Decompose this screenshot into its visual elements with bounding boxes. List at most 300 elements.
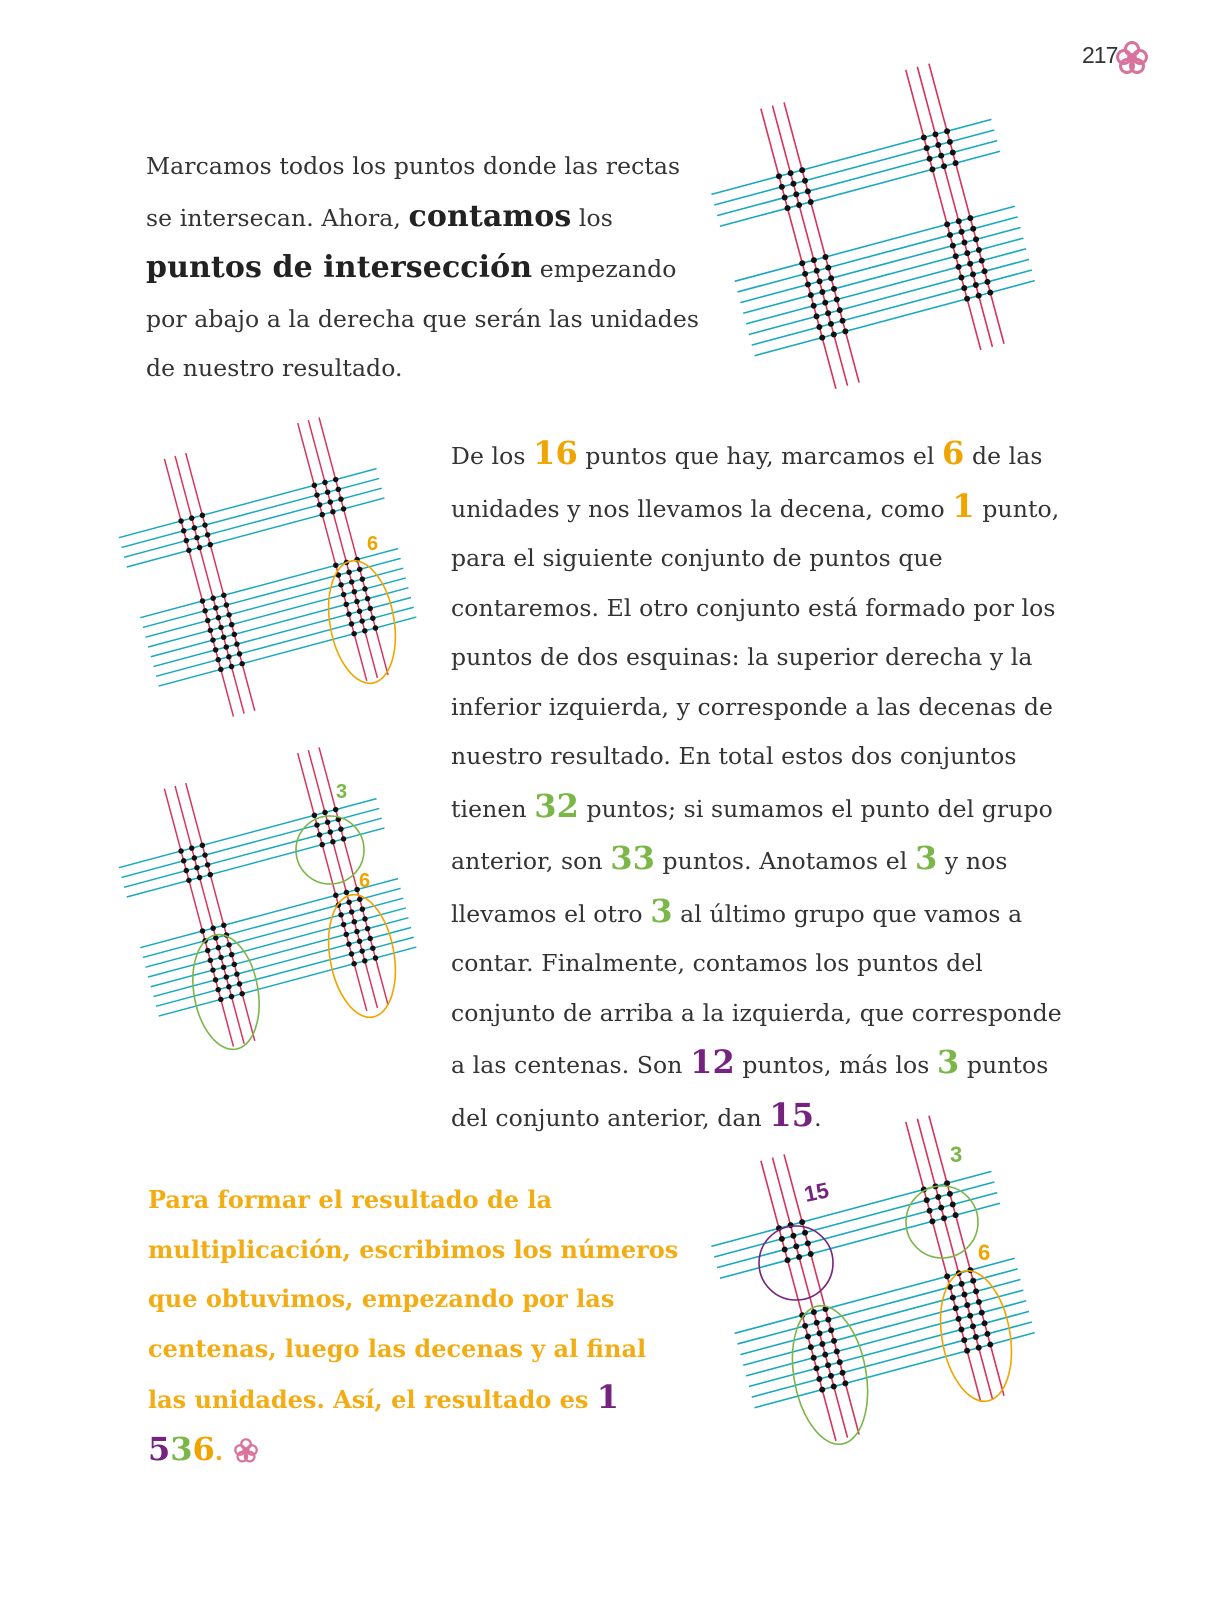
intersection-dot xyxy=(213,977,219,983)
intersection-dot xyxy=(964,296,970,302)
intersection-dot xyxy=(367,606,373,612)
intersection-dot xyxy=(776,173,782,179)
intersection-dot xyxy=(354,599,360,605)
intersection-dot xyxy=(950,1202,956,1208)
red-line xyxy=(929,64,1004,344)
intersection-dot xyxy=(322,810,328,816)
line-multiplication-diagram-4 xyxy=(720,1140,1060,1480)
intersection-dot xyxy=(362,958,368,964)
intersection-dot xyxy=(197,545,203,551)
intersection-dot xyxy=(834,1349,840,1355)
intersection-dot xyxy=(221,593,227,599)
intersection-dot xyxy=(944,128,950,134)
red-line xyxy=(186,453,255,711)
red-line xyxy=(917,67,992,347)
red-line xyxy=(906,70,981,350)
intersection-dot xyxy=(828,275,834,281)
intersection-dot xyxy=(218,955,224,961)
tens-label: 3 xyxy=(950,1142,963,1167)
line-multiplication-diagram-2 xyxy=(130,450,420,750)
intersection-dot xyxy=(218,667,224,673)
intersection-dot xyxy=(330,839,336,845)
intersection-dot xyxy=(950,1295,956,1301)
intersection-dot xyxy=(205,618,211,624)
intersection-dot xyxy=(819,1387,825,1393)
intersection-dot xyxy=(181,858,187,864)
intersection-dot xyxy=(799,260,805,266)
intersection-dot xyxy=(197,875,203,881)
intersection-dot xyxy=(956,264,962,270)
intersection-dot xyxy=(927,1208,933,1214)
intersection-dot xyxy=(232,632,238,638)
intersection-dot xyxy=(970,271,976,277)
intersection-dot xyxy=(189,515,195,521)
intersection-dot xyxy=(314,822,320,828)
intersection-dot xyxy=(973,282,979,288)
intersection-dot xyxy=(819,1341,825,1347)
intersection-dot xyxy=(322,480,328,486)
intersection-dot xyxy=(808,1251,814,1257)
intersection-dot xyxy=(370,945,376,951)
intersection-dot xyxy=(216,945,222,951)
red-line xyxy=(298,423,367,681)
intersection-dot xyxy=(961,1337,967,1343)
red-line xyxy=(175,456,244,714)
intersection-dot xyxy=(793,191,799,197)
intersection-dot xyxy=(215,987,221,993)
intersection-dot xyxy=(360,906,366,912)
intersection-dot xyxy=(822,254,828,260)
intersection-dot xyxy=(984,1331,990,1337)
intersection-dot xyxy=(338,826,344,832)
intersection-dot xyxy=(224,602,230,608)
grid-lines xyxy=(711,1116,1034,1441)
line-multiplication-diagram-3 xyxy=(130,780,420,1080)
result-hundreds-digits: 1 5 xyxy=(148,1378,620,1468)
intersection-dot xyxy=(218,625,224,631)
number-1: 1 xyxy=(952,486,975,525)
intersection-dot xyxy=(819,335,825,341)
intersection-dot xyxy=(367,936,373,942)
intersection-dot xyxy=(229,664,235,670)
red-line xyxy=(784,102,859,382)
units-label: 6 xyxy=(367,533,379,555)
intersection-dot xyxy=(194,865,200,871)
intersection-dot xyxy=(796,1254,802,1260)
explanation-text: punto, para el siguiente conjunto de puntos que contaremos. El otro conjunto está formado por los puntos de dos esquinas: la superior derecha y la inferior izquierda, y corresponde a las decenas de nuestro resultado. En total estos dos conjuntos tienen xyxy=(451,494,1060,823)
intersection-dot xyxy=(210,925,216,931)
intersection-dot xyxy=(370,615,376,621)
intersection-dot xyxy=(831,331,837,337)
explanation-text: al último grupo que vamos a contar. Finalmente, contamos los puntos del conjunto de arriba a la izquierda, que corresponde a las centenas. Son xyxy=(451,899,1062,1079)
intro-bold-points: puntos de intersección xyxy=(146,250,533,285)
intersection-dot xyxy=(790,1233,796,1239)
intersection-dot xyxy=(351,961,357,967)
intersection-dot xyxy=(205,532,211,538)
units-label: 6 xyxy=(978,1240,991,1265)
intersection-dot xyxy=(958,1327,964,1333)
intersection-dot xyxy=(970,1323,976,1329)
intersection-dot xyxy=(202,608,208,614)
intersection-dot xyxy=(808,1344,814,1350)
intersection-dot xyxy=(344,890,350,896)
intersection-dot xyxy=(953,253,959,259)
intersection-dot xyxy=(811,303,817,309)
number-12: 12 xyxy=(690,1043,735,1081)
intersection-dot xyxy=(213,605,219,611)
intersection-dot xyxy=(346,611,352,617)
red-line xyxy=(319,747,388,1005)
intersection-dot xyxy=(956,1316,962,1322)
intersection-dot xyxy=(239,991,245,997)
intersection-dot xyxy=(961,1292,967,1298)
red-line xyxy=(772,106,847,386)
intersection-dot xyxy=(352,919,358,925)
flower-icon xyxy=(1113,38,1151,76)
intersection-dot xyxy=(973,1288,979,1294)
explanation-text: puntos que hay, marcamos el xyxy=(577,442,943,470)
intersection-dot xyxy=(831,1338,837,1344)
intersection-dot xyxy=(953,1212,959,1218)
intersection-dot xyxy=(825,265,831,271)
intersection-dot xyxy=(837,1359,843,1365)
intersection-dot xyxy=(210,637,216,643)
intersection-dot xyxy=(336,487,342,493)
intersection-dot xyxy=(216,615,222,621)
intersection-dot xyxy=(338,582,344,588)
intersection-dot xyxy=(317,832,323,838)
intersection-dot xyxy=(947,232,953,238)
intersection-dot xyxy=(828,1373,834,1379)
intersection-dot xyxy=(811,1355,817,1361)
intersection-dot xyxy=(229,622,235,628)
intersection-dot xyxy=(840,318,846,324)
intersection-dot xyxy=(814,313,820,319)
intersection-dot xyxy=(328,829,334,835)
intersection-dot xyxy=(221,634,227,640)
intersection-dot xyxy=(802,1230,808,1236)
number-3: 3 xyxy=(914,839,938,877)
intersection-dot xyxy=(976,293,982,299)
intersection-dot xyxy=(982,1320,988,1326)
intersection-dot xyxy=(961,285,967,291)
intersection-dot xyxy=(814,1320,820,1326)
intersection-dot xyxy=(344,932,350,938)
intersection-dot xyxy=(341,506,347,512)
intersection-dot xyxy=(349,951,355,957)
intersection-dot xyxy=(346,569,352,575)
intersection-dot xyxy=(202,852,208,858)
intersection-dot xyxy=(929,1218,935,1224)
intersection-dot xyxy=(215,657,221,663)
intersection-dot xyxy=(330,509,336,515)
intersection-dot xyxy=(224,974,230,980)
intersection-dot xyxy=(828,1327,834,1333)
result-tens-digit: 3 xyxy=(170,1429,193,1468)
intersection-dot xyxy=(226,654,232,660)
red-line xyxy=(164,789,233,1047)
intersection-dot xyxy=(831,1383,837,1389)
red-line xyxy=(164,459,233,717)
intersection-dot xyxy=(346,899,352,905)
intersection-dot xyxy=(341,592,347,598)
intersection-dot xyxy=(325,819,331,825)
number-33: 33 xyxy=(610,839,655,877)
number-15: 15 xyxy=(769,1095,815,1134)
red-line xyxy=(929,1116,1004,1396)
intersection-dot xyxy=(239,661,245,667)
intersection-dot xyxy=(970,1278,976,1284)
intersection-dot xyxy=(956,218,962,224)
explanation-text: puntos. Anotamos el xyxy=(654,847,915,875)
explanation-text: puntos del conjunto anterior, dan xyxy=(451,1051,1049,1132)
intersection-dot xyxy=(341,836,347,842)
intersection-dot xyxy=(221,923,227,929)
intersection-dot xyxy=(328,499,334,505)
intersection-dot xyxy=(935,1194,941,1200)
explanation-text: y nos llevamos el otro xyxy=(451,847,1008,928)
intersection-dot xyxy=(186,548,192,554)
intersection-dot xyxy=(842,1380,848,1386)
intersection-dot xyxy=(805,188,811,194)
intersection-dot xyxy=(351,631,357,637)
intersection-dot xyxy=(819,289,825,295)
explanation-paragraph xyxy=(451,429,1076,1143)
intersection-dot xyxy=(817,1330,823,1336)
intersection-dot xyxy=(837,307,843,313)
conclusion-text: Para formar el resultado de la multiplicación, escribimos los números que obtuvimos, empezando por las centenas, luego las decenas y al final las unidades. Así, el resultado es xyxy=(148,1185,679,1414)
intersection-dot xyxy=(924,1197,930,1203)
intersection-dot xyxy=(359,948,365,954)
intersection-dot xyxy=(825,1362,831,1368)
intersection-dot xyxy=(964,1302,970,1308)
red-line xyxy=(761,109,836,389)
intersection-dot xyxy=(793,1243,799,1249)
grid-lines xyxy=(119,747,416,1046)
intersection-dot xyxy=(186,878,192,884)
intersection-dot xyxy=(359,618,365,624)
intersection-dot xyxy=(333,893,339,899)
intersection-dot xyxy=(805,1240,811,1246)
intersection-dot xyxy=(178,518,184,524)
intersection-dot xyxy=(229,952,235,958)
intersection-dot xyxy=(178,848,184,854)
intersection-dot xyxy=(976,1299,982,1305)
intersection-dot xyxy=(799,1219,805,1225)
intersection-dot xyxy=(344,602,350,608)
intersection-dot xyxy=(802,1323,808,1329)
intersection-dot xyxy=(816,1376,822,1382)
intersection-dot xyxy=(189,845,195,851)
intersection-dot xyxy=(237,981,243,987)
intersection-dot xyxy=(932,131,938,137)
intersection-dot xyxy=(802,178,808,184)
number-16: 16 xyxy=(533,434,578,472)
intersection-dot xyxy=(365,926,371,932)
intersection-dot xyxy=(373,625,379,631)
intersection-dot xyxy=(365,596,371,602)
intersection-dot xyxy=(349,579,355,585)
intersection-dot xyxy=(973,1334,979,1340)
intersection-dot xyxy=(979,258,985,264)
intersection-dot xyxy=(950,243,956,249)
intersection-dot xyxy=(817,278,823,284)
intersection-dot xyxy=(194,535,200,541)
intersection-dot xyxy=(808,199,814,205)
explanation-text: de las unidades y nos llevamos la decena, como xyxy=(451,442,1043,523)
intersection-dot xyxy=(984,279,990,285)
intersection-dot xyxy=(333,807,339,813)
intersection-dot xyxy=(811,1309,817,1315)
intersection-dot xyxy=(944,221,950,227)
intersection-dot xyxy=(964,250,970,256)
line-multiplication-diagram-1 xyxy=(720,108,1060,428)
intersection-dot xyxy=(224,644,230,650)
number-6: 6 xyxy=(942,434,965,472)
intersection-dot xyxy=(213,647,219,653)
intersection-dot xyxy=(811,257,817,263)
intersection-dot xyxy=(921,134,927,140)
intersection-dot xyxy=(822,1352,828,1358)
intersection-dot xyxy=(357,609,363,615)
intersection-dot xyxy=(357,897,363,903)
intersection-dot xyxy=(831,286,837,292)
intersection-dot xyxy=(319,512,325,518)
intersection-dot xyxy=(808,292,814,298)
intersection-dot xyxy=(929,166,935,172)
intersection-dot xyxy=(184,538,190,544)
intersection-dot xyxy=(947,139,953,145)
intersection-dot xyxy=(349,621,355,627)
intersection-dot xyxy=(229,994,235,1000)
intersection-dot xyxy=(814,268,820,274)
intersection-dot xyxy=(207,872,213,878)
intersection-dot xyxy=(218,997,224,1003)
intersection-dot xyxy=(333,477,339,483)
intersection-dot xyxy=(207,542,213,548)
intersection-dot xyxy=(360,576,366,582)
result-units-digit: 6 xyxy=(192,1429,215,1468)
intersection-dot xyxy=(959,1281,965,1287)
intersection-dot xyxy=(333,563,339,569)
intersection-dot xyxy=(950,150,956,156)
intersection-dot xyxy=(782,195,788,201)
intersection-dot xyxy=(221,964,227,970)
intersection-dot xyxy=(924,145,930,151)
intersection-dot xyxy=(973,236,979,242)
units-label: 6 xyxy=(359,870,371,892)
intersection-dot xyxy=(788,170,794,176)
intersection-dot xyxy=(842,328,848,334)
intersection-dot xyxy=(200,598,206,604)
intersection-dot xyxy=(338,912,344,918)
intersection-dot xyxy=(964,1348,970,1354)
intersection-dot xyxy=(941,163,947,169)
grid-lines xyxy=(711,64,1034,389)
intersection-dot xyxy=(352,589,358,595)
tens-label: 3 xyxy=(336,781,348,803)
intersection-dot xyxy=(192,525,198,531)
intersection-dot xyxy=(319,842,325,848)
intersection-dot xyxy=(790,181,796,187)
intersection-dot xyxy=(779,184,785,190)
intersection-dot xyxy=(938,153,944,159)
intersection-dot xyxy=(200,843,206,849)
explanation-text: De los xyxy=(451,442,534,470)
intersection-dot xyxy=(796,202,802,208)
intersection-dot xyxy=(210,595,216,601)
intersection-dot xyxy=(799,167,805,173)
intersection-dot xyxy=(200,928,206,934)
intersection-dot xyxy=(312,813,318,819)
intersection-dot xyxy=(785,1257,791,1263)
intersection-dot xyxy=(312,483,318,489)
intersection-dot xyxy=(338,496,344,502)
conclusion-text: . xyxy=(214,1436,224,1466)
intersection-dot xyxy=(234,971,240,977)
intersection-dot xyxy=(967,261,973,267)
red-line xyxy=(175,786,244,1044)
intersection-dot xyxy=(210,967,216,973)
intersection-dot xyxy=(805,1333,811,1339)
intersection-dot xyxy=(822,300,828,306)
intersection-dot xyxy=(938,1205,944,1211)
intersection-dot xyxy=(828,321,834,327)
intersection-dot xyxy=(226,612,232,618)
intersection-dot xyxy=(202,522,208,528)
intersection-dot xyxy=(181,528,187,534)
intersection-dot xyxy=(357,939,363,945)
intersection-dot xyxy=(346,941,352,947)
intersection-dot xyxy=(982,268,988,274)
intersection-dot xyxy=(325,489,331,495)
intersection-dot xyxy=(226,984,232,990)
intersection-dot xyxy=(341,922,347,928)
intro-text-1: Marcamos todos los puntos donde las rectas se intersecan. Ahora, xyxy=(146,152,681,232)
intersection-dot xyxy=(979,1310,985,1316)
intersection-dot xyxy=(314,492,320,498)
intersection-dot xyxy=(953,1305,959,1311)
intro-paragraph xyxy=(146,142,701,394)
intersection-dot xyxy=(200,513,206,519)
intersection-dot xyxy=(357,567,363,573)
intersection-dot xyxy=(814,1365,820,1371)
intersection-dot xyxy=(208,958,214,964)
intersection-dot xyxy=(825,310,831,316)
hundreds-label: 15 xyxy=(801,1177,831,1207)
intersection-dot xyxy=(805,281,811,287)
page-number: 217 xyxy=(1082,42,1118,68)
intro-text-3: empezando por abajo a la derecha que serán las unidades de nuestro resultado. xyxy=(146,255,699,382)
intersection-dot xyxy=(976,247,982,253)
grid-lines xyxy=(119,417,416,716)
intersection-dot xyxy=(834,297,840,303)
intersection-dot xyxy=(947,1191,953,1197)
intersection-dot xyxy=(205,862,211,868)
intersection-dot xyxy=(959,229,965,235)
intersection-dot xyxy=(840,1370,846,1376)
intersection-dot xyxy=(967,1313,973,1319)
intersection-dot xyxy=(226,942,232,948)
intersection-dot xyxy=(927,156,933,162)
intersection-dot xyxy=(941,1215,947,1221)
explanation-text: puntos, más los xyxy=(734,1051,937,1079)
intersection-dot xyxy=(232,962,238,968)
intersection-dot xyxy=(785,205,791,211)
intersection-dot xyxy=(961,240,967,246)
intersection-dot xyxy=(779,1236,785,1242)
number-32: 32 xyxy=(534,786,579,825)
